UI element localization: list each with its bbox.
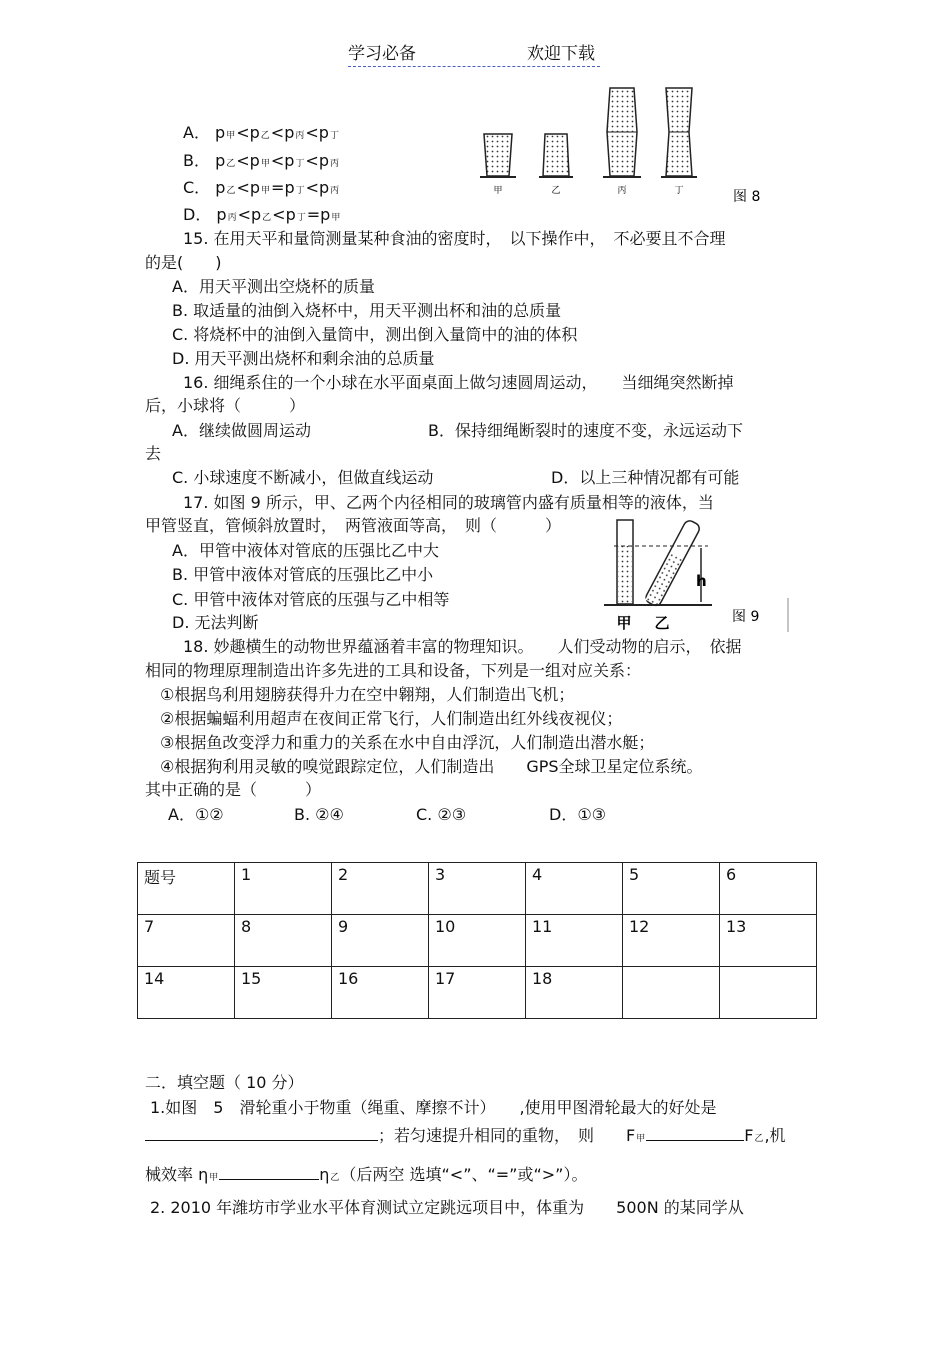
q15-stem-line1: 15. 在用天平和量筒测量某种食油的密度时， 以下操作中， 不必要且不合理 bbox=[183, 229, 726, 248]
table-cell: 题号 bbox=[138, 863, 235, 915]
container-bing bbox=[603, 88, 641, 177]
q18-item-1: ①根据鸟利用翅膀获得升力在空中翱翔，人们制造出飞机； bbox=[160, 685, 575, 704]
q14-option-d: D． p丙<p乙<p丁=p甲 bbox=[183, 205, 341, 224]
s2-q1-line2: ；若匀速提升相同的重物， 则 F甲 F乙,机 bbox=[145, 1124, 786, 1149]
tube-yi bbox=[644, 519, 701, 608]
figure-9 bbox=[600, 514, 795, 639]
q17-stem-line1: 17. 如图 9 所示，甲、乙两个内径相同的玻璃管内盛有质量相等的液体，当 bbox=[183, 493, 714, 512]
tube-jia bbox=[617, 520, 633, 604]
table-cell bbox=[623, 967, 720, 1019]
q18-stem-line2: 相同的物理原理制造出许多先进的工具和设备，下列是一组对应关系： bbox=[145, 661, 642, 680]
table-row bbox=[138, 915, 817, 967]
q17-stem-line2: 甲管竖直，管倾斜放置时， 两管液面等高， 则（ ） bbox=[145, 516, 562, 535]
header-left: 学习必备 bbox=[348, 44, 416, 64]
table-cell: 15 bbox=[235, 967, 332, 1019]
q18-answer-a: A．①② bbox=[168, 805, 224, 824]
table-cell: 12 bbox=[623, 915, 720, 967]
q18-answer-c: C. ②③ bbox=[416, 805, 467, 824]
q17-option-d: D. 无法判断 bbox=[172, 613, 259, 632]
fig8-label-jia: 甲 bbox=[493, 186, 503, 196]
s2-q1-line3: 械效率 η甲 η乙（后两空 选填“<”、“=”或“>”）。 bbox=[145, 1165, 588, 1184]
fig9-label-yi: 乙 bbox=[654, 614, 670, 632]
q18-item-4: ④根据狗利用灵敏的嗅觉跟踪定位，人们制造出 GPS全球卫星定位系统。 bbox=[160, 757, 703, 776]
q16-option-d: D．以上三种情况都有可能 bbox=[551, 468, 740, 487]
q14-option-a: A． p甲<p乙<p丙<p丁 bbox=[183, 123, 339, 142]
header-right: 欢迎下载 bbox=[527, 44, 595, 64]
q15-option-b: B. 取适量的油倒入烧杯中，用天平测出杯和油的总质量 bbox=[172, 301, 562, 320]
fill-blank-2[interactable] bbox=[646, 1124, 744, 1141]
table-row bbox=[138, 863, 817, 915]
fill-blank-3[interactable] bbox=[219, 1163, 319, 1180]
s2-q2-line1: 2. 2010 年潍坊市学业水平体育测试立定跳远项目中，体重为 500N 的某同学从 bbox=[150, 1198, 744, 1217]
table-cell: 4 bbox=[526, 863, 623, 915]
q17-option-a: A．甲管中液体对管底的压强比乙中大 bbox=[172, 541, 439, 560]
q17-option-c: C. 甲管中液体对管底的压强与乙中相等 bbox=[172, 590, 450, 609]
q18-answer-d: D．①③ bbox=[549, 805, 607, 824]
q15-option-a: A．用天平测出空烧杯的质量 bbox=[172, 277, 375, 296]
header-divider bbox=[348, 66, 600, 67]
table-cell: 17 bbox=[429, 967, 526, 1019]
container-jia bbox=[480, 134, 516, 177]
table-cell: 10 bbox=[429, 915, 526, 967]
table-cell: 9 bbox=[332, 915, 429, 967]
table-cell: 8 bbox=[235, 915, 332, 967]
q15-option-d: D. 用天平测出烧杯和剩余油的总质量 bbox=[172, 349, 435, 368]
table-row bbox=[138, 967, 817, 1019]
q16-option-b: B．保持细绳断裂时的速度不变，永远运动下 bbox=[428, 421, 743, 440]
q16-option-b-cont: 去 bbox=[145, 444, 162, 463]
q18-answer-b: B. ②④ bbox=[294, 805, 344, 824]
q17-option-b: B. 甲管中液体对管底的压强比乙中小 bbox=[172, 565, 434, 584]
table-cell: 3 bbox=[429, 863, 526, 915]
q18-stem-line1: 18. 妙趣横生的动物世界蕴涵着丰富的物理知识。 人们受动物的启示， 依据 bbox=[183, 637, 742, 656]
q14-option-c: C． p乙<p甲=p丁<p丙 bbox=[183, 178, 340, 197]
fig8-label-bing: 丙 bbox=[617, 186, 627, 196]
table-cell: 14 bbox=[138, 967, 235, 1019]
table-cell bbox=[720, 967, 817, 1019]
q15-stem-line2: 的是( ) bbox=[145, 253, 222, 272]
q15-option-c: C. 将烧杯中的油倒入量筒中，测出倒入量筒中的油的体积 bbox=[172, 325, 578, 344]
fig8-caption: 图 8 bbox=[733, 189, 761, 205]
q16-stem-line1: 16. 细绳系住的一个小球在水平面桌面上做匀速圆周运动， 当细绳突然断掉 bbox=[183, 373, 734, 392]
q16-option-a: A．继续做圆周运动 bbox=[172, 421, 311, 440]
section2-title: 二．填空题（ 10 分） bbox=[145, 1073, 304, 1092]
table-cell: 7 bbox=[138, 915, 235, 967]
fig9-caption: 图 9 bbox=[732, 609, 760, 625]
answer-table bbox=[137, 862, 817, 1019]
container-yi bbox=[539, 134, 573, 177]
q18-question: 其中正确的是（ ） bbox=[145, 780, 322, 799]
q16-option-c: C. 小球速度不断减小，但做直线运动 bbox=[172, 468, 434, 487]
q14-option-b: B． p乙<p甲<p丁<p丙 bbox=[183, 151, 339, 170]
table-cell: 13 bbox=[720, 915, 817, 967]
table-cell: 5 bbox=[623, 863, 720, 915]
table-cell: 18 bbox=[526, 967, 623, 1019]
table-cell: 2 bbox=[332, 863, 429, 915]
table-cell: 6 bbox=[720, 863, 817, 915]
s2-q1-line1: 1.如图 5 滑轮重小于物重（绳重、摩擦不计） ,使用甲图滑轮最大的好处是 bbox=[150, 1098, 717, 1117]
q18-item-3: ③根据鱼改变浮力和重力的关系在水中自由浮沉，人们制造出潜水艇； bbox=[160, 733, 655, 752]
table-cell: 11 bbox=[526, 915, 623, 967]
fig9-label-jia: 甲 bbox=[616, 614, 632, 632]
fig8-label-ding: 丁 bbox=[674, 186, 684, 196]
fill-blank-1[interactable] bbox=[145, 1124, 378, 1141]
fig8-label-yi: 乙 bbox=[551, 186, 561, 196]
figure-8 bbox=[470, 84, 770, 209]
fig9-h-label: h bbox=[696, 572, 707, 590]
container-ding bbox=[661, 88, 697, 177]
q18-item-2: ②根据蝙蝠利用超声在夜间正常飞行，人们制造出红外线夜视仪； bbox=[160, 709, 623, 728]
q16-stem-line2: 后，小球将（ ） bbox=[145, 396, 306, 415]
table-cell: 1 bbox=[235, 863, 332, 915]
table-cell: 16 bbox=[332, 967, 429, 1019]
